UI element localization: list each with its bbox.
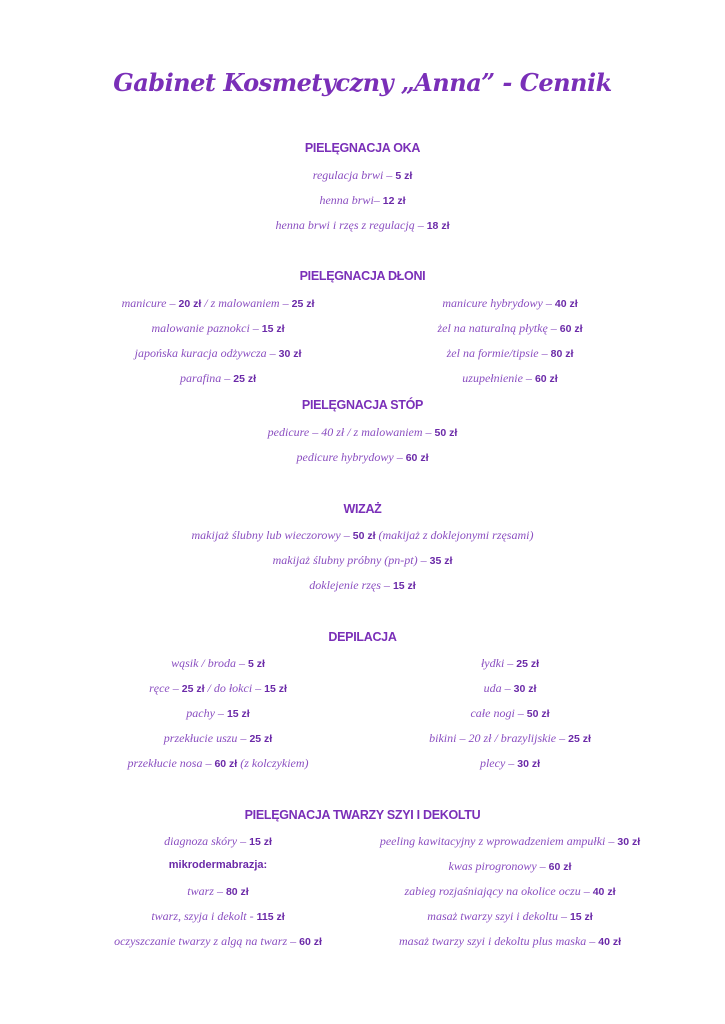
price-item: masaż twarzy szyi i dekoltu – 15 zł — [427, 909, 593, 923]
price: 60 zł — [534, 373, 558, 385]
price-item: plecy – 30 zł — [479, 756, 541, 770]
price: 18 zł — [426, 220, 450, 232]
price: 5 zł — [247, 658, 265, 670]
price: 50 zł — [526, 708, 550, 720]
price: 35 zł — [429, 555, 453, 567]
price: 20 zł — [178, 298, 202, 310]
price-item: przekłucie uszu – 25 zł — [163, 731, 273, 745]
price-item: całe nogi – 50 zł — [470, 706, 550, 720]
price-item: bikini – 20 zł / brazylijskie – 25 zł — [429, 731, 591, 745]
price: 40 zł — [592, 886, 616, 898]
price: 80 zł — [225, 886, 249, 898]
price: 15 zł — [264, 683, 287, 695]
price: 30 zł — [617, 836, 641, 848]
price: 115 zł — [256, 911, 285, 923]
price-item: ręce – 25 zł / do łokci – 15 zł — [149, 681, 287, 695]
price: 60 zł — [214, 758, 238, 770]
price: 15 zł — [261, 323, 285, 335]
price: 60 zł — [559, 323, 583, 335]
subheading-mikrodermabrazja: mikrodermabrazja: — [168, 859, 268, 871]
price: 15 zł — [249, 836, 272, 848]
price-item: doklejenie rzęs – 15 zł — [309, 578, 416, 592]
price-item: peeling kawitacyjny z wprowadzeniem ampułki – 30 zł — [379, 834, 641, 848]
price-item: henna brwi i rzęs z regulacją – 18 zł — [275, 218, 450, 232]
section-heading-twarz: PIELĘGNACJA TWARZY SZYI I DEKOLTU — [244, 808, 481, 822]
price: 25 zł — [249, 733, 273, 745]
price: 25 zł — [516, 658, 540, 670]
price-item: manicure – 20 zł / z malowaniem – 25 zł — [121, 296, 315, 310]
price-item: pachy – 15 zł — [186, 706, 250, 720]
price-item: pedicure hybrydowy – 60 zł — [296, 450, 429, 464]
price-item: diagnoza skóry – 15 zł — [164, 834, 272, 848]
section-heading-stop: PIELĘGNACJA STÓP — [301, 398, 424, 412]
price: 40 zł — [554, 298, 578, 310]
price: 15 zł — [569, 911, 593, 923]
price: 60 zł — [299, 936, 322, 948]
price: 60 zł — [405, 452, 429, 464]
price-item: makijaż ślubny próbny (pn-pt) – 35 zł — [272, 553, 453, 567]
price: 12 zł — [382, 195, 406, 207]
price: 80 zł — [550, 348, 574, 360]
price: 25 zł — [291, 298, 315, 310]
price: 25 zł — [233, 373, 257, 385]
section-heading-oka: PIELĘGNACJA OKA — [304, 141, 421, 155]
price-item: łydki – 25 zł — [480, 656, 540, 670]
price-item: parafina – 25 zł — [179, 371, 257, 385]
section-heading-dlonie: PIELĘGNACJA DŁONI — [299, 269, 426, 283]
price-item: żel na naturalną płytkę – 60 zł — [437, 321, 583, 335]
section-heading-depilacja: DEPILACJA — [328, 630, 397, 644]
price-item: wąsik / broda – 5 zł — [171, 656, 265, 670]
price-item: uda – 30 zł — [483, 681, 537, 695]
price-item: twarz, szyja i dekolt - 115 zł — [151, 909, 285, 923]
price-item: malowanie paznokci – 15 zł — [151, 321, 285, 335]
price-item: przekłucie nosa – 60 zł (z kolczykiem) — [127, 756, 309, 770]
price-item: żel na formie/tipsie – 80 zł — [446, 346, 574, 360]
price-item: uzupełnienie – 60 zł — [462, 371, 558, 385]
price: 25 zł — [181, 683, 205, 695]
price-item: regulacja brwi – 5 zł — [312, 168, 413, 182]
price-item: japońska kuracja odżywcza – 30 zł — [134, 346, 302, 360]
price: 30 zł — [513, 683, 537, 695]
price-item: henna brwi– 12 zł — [319, 193, 406, 207]
price: 50 zł — [352, 530, 376, 542]
price: 15 zł — [226, 708, 250, 720]
price: 60 zł — [548, 861, 572, 873]
price: 30 zł — [517, 758, 541, 770]
price-item: oczyszczanie twarzy z algą na twarz – 60 zł — [114, 934, 322, 948]
price-item: masaż twarzy szyi i dekoltu plus maska – 40 zł — [398, 934, 622, 948]
price-item: makijaż ślubny lub wieczorowy – 50 zł (makijaż z doklejonymi rzęsami) — [191, 528, 534, 542]
price-item: zabieg rozjaśniający na okolice oczu – 40 zł — [404, 884, 616, 898]
price: 40 zł — [598, 936, 622, 948]
price: 25 zł — [568, 733, 591, 745]
price-item: pedicure – 40 zł / z malowaniem – 50 zł — [267, 425, 458, 439]
price: 50 zł — [434, 427, 458, 439]
price: 15 zł — [392, 580, 416, 592]
price-item: manicure hybrydowy – 40 zł — [442, 296, 578, 310]
price: 30 zł — [278, 348, 302, 360]
price-item: kwas pirogronowy – 60 zł — [448, 859, 572, 873]
page-title: Gabinet Kosmetyczny „Anna” - Cennik — [113, 68, 612, 97]
price: 5 zł — [395, 170, 413, 182]
price-item: twarz – 80 zł — [187, 884, 249, 898]
section-heading-wizaz: WIZAŻ — [343, 502, 382, 516]
